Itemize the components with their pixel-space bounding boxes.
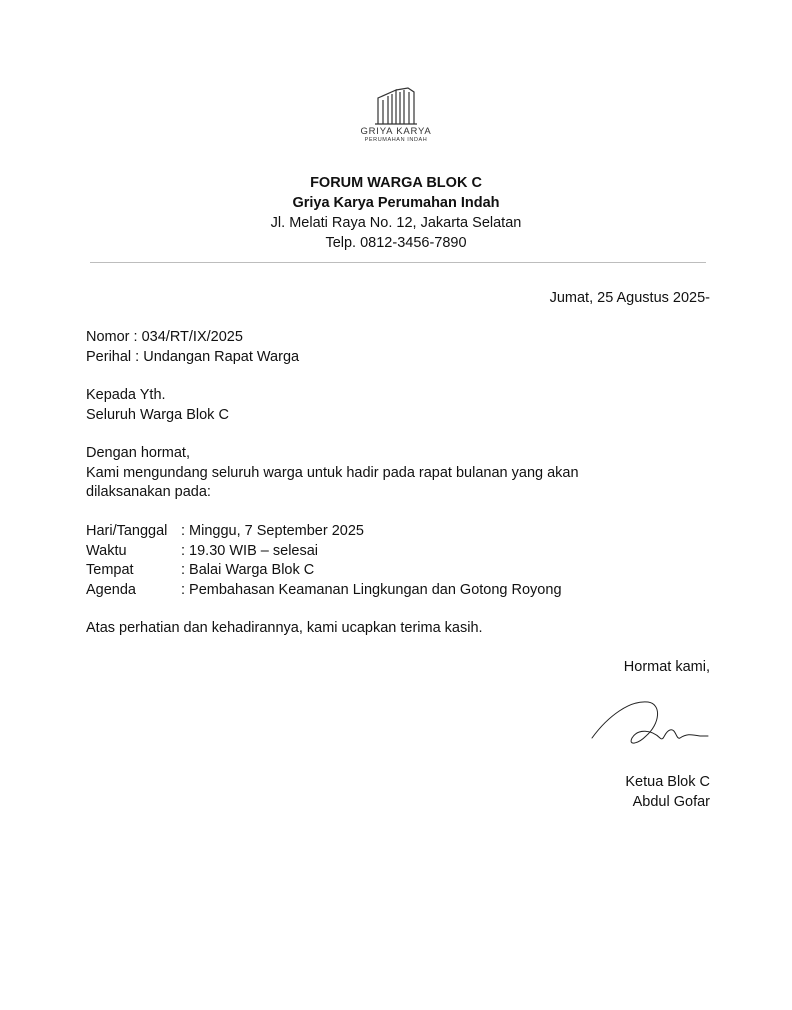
detail-label: Agenda	[86, 581, 136, 598]
intro-paragraph: Kami mengundang seluruh warga untuk hadir pada rapat bulanan yang akan dilaksanakan pada:	[86, 464, 579, 500]
signature-image	[590, 694, 710, 754]
logo	[340, 84, 452, 144]
greeting: Dengan hormat,	[86, 445, 190, 461]
estate-name: Griya Karya Perumahan Indah	[292, 195, 500, 211]
detail-label: Tempat	[86, 562, 134, 578]
letterhead	[0, 173, 792, 253]
signatory-name: Abdul Gofar	[632, 793, 710, 810]
detail-value: : Pembahasan Keamanan Lingkungan dan Gotong Royong	[181, 581, 562, 598]
signatory-title: Ketua Blok C	[625, 774, 710, 790]
recipient	[86, 386, 229, 425]
letter-body	[86, 444, 646, 503]
number-value: 034/RT/IX/2025	[141, 329, 243, 345]
letter-date: Jumat, 25 Agustus 2025-	[549, 290, 710, 306]
detail-value: : Balai Warga Blok C	[181, 562, 315, 578]
detail-label: Hari/Tanggal	[86, 523, 168, 539]
detail-label: Waktu	[86, 542, 127, 559]
signatory	[625, 773, 710, 812]
phone: Telp. 0812-3456-7890	[325, 235, 467, 251]
org-name: FORUM WARGA BLOK C	[310, 175, 482, 191]
logo-name: GRIYA KARYA	[360, 126, 432, 137]
detail-row	[86, 561, 562, 581]
closing-sentence: Atas perhatian dan kehadirannya, kami ucapkan terima kasih.	[86, 620, 483, 636]
recipient-line: Seluruh Warga Blok C	[86, 406, 229, 423]
number-row	[86, 328, 299, 348]
recipient-line: Kepada Yth.	[86, 387, 166, 403]
letterhead-divider	[90, 262, 706, 263]
subject-row	[86, 348, 299, 368]
detail-value: : 19.30 WIB – selesai	[181, 542, 319, 559]
address: Jl. Melati Raya No. 12, Jakarta Selatan	[270, 215, 522, 231]
subject-value: Undangan Rapat Warga	[143, 348, 300, 365]
detail-row	[86, 542, 562, 562]
detail-value: : Minggu, 7 September 2025	[181, 523, 364, 539]
detail-row	[86, 581, 562, 601]
building-logo-icon	[374, 84, 418, 126]
meeting-details	[86, 522, 562, 600]
salutation: Hormat kami,	[623, 659, 710, 675]
detail-row	[86, 522, 562, 542]
subject-label: Perihal :	[86, 348, 140, 365]
number-label: Nomor :	[86, 329, 138, 345]
letter-meta	[86, 328, 299, 367]
logo-tagline: PERUMAHAN INDAH	[364, 137, 428, 143]
